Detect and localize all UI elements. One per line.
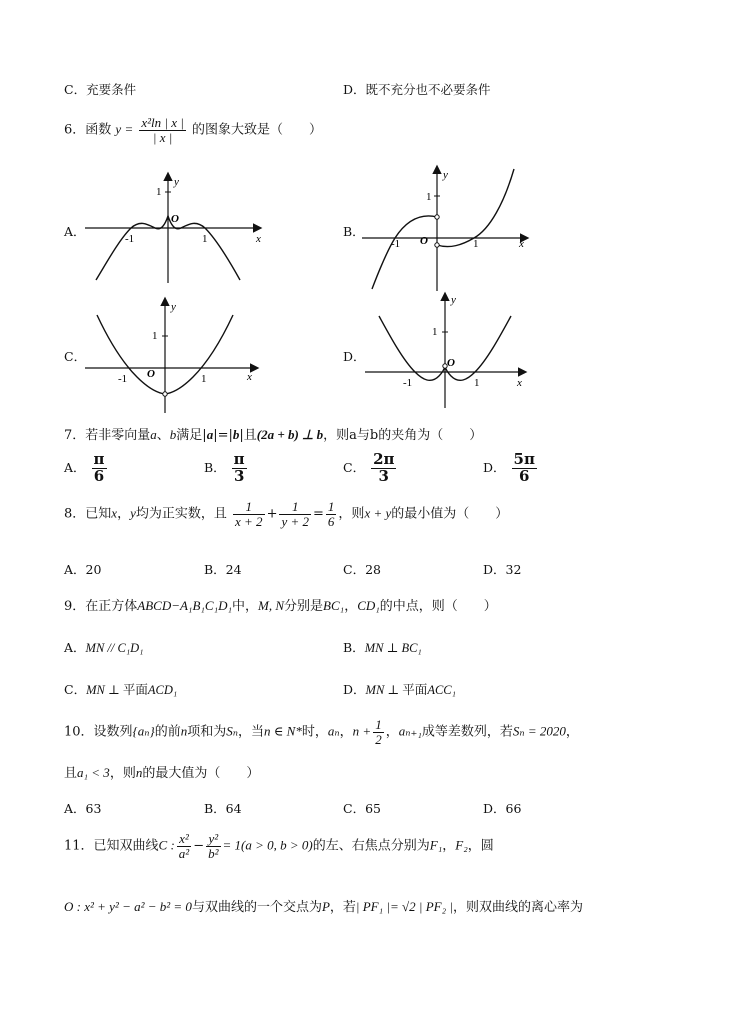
q9-option-c-label: C． [64,682,87,697]
q7-vec-b: b [169,427,177,442]
q9-option-d-pre: MN ⊥ [365,683,403,697]
q7-suffix: ，则a与b的夹角为（ ） [323,428,483,443]
q6-prefix: 6．函数 [64,122,112,138]
q11-f1: F₁ [429,837,443,853]
label-y: y [174,176,179,188]
q10-option-d: D．66 [483,801,522,816]
q11-line2-text1: 与双曲线的一个交点为 [191,900,322,915]
q7-stem [64,424,482,443]
label-origin: O [420,235,428,247]
q7-option-b-label: B． [204,459,226,475]
q9-option-b-label: B． [343,640,365,655]
q10-text4: 时， [301,724,328,740]
q9-stem [64,595,497,614]
q7-prefix: 7．若非零向量 [64,428,151,443]
q10-option-c: C．65 [343,801,381,816]
q10-sn-eq: Sₙ = 2020 [512,723,566,739]
q8-frac-3 [326,500,337,528]
q10-comma2: ， [385,724,399,740]
q6-label-c: C． [64,349,87,364]
q10-line2-suffix: 的最大值为（ ） [142,766,260,781]
q11-frac-y-num: y² [206,832,220,847]
q8-frac-3-num: 1 [327,499,335,514]
q7-option-d-frac [512,452,537,485]
q7-option-d-den: 6 [519,466,530,485]
q8-text2: 均为正实数，且 [135,506,227,522]
q7-option-c-frac [371,452,396,485]
q8-frac-1 [233,500,265,528]
q7-option-a-den: 6 [93,466,105,485]
q11-frac-y [206,832,220,860]
q11-line2-text2: ，若 [329,900,356,915]
q11-p: P [321,899,330,914]
q7-cond-b: b [232,427,240,442]
q7-option-d-num: 5π [513,450,535,468]
q5-option-c: C．充要条件 [64,82,137,97]
q9-option-c-mid: 平面 [122,682,148,697]
q10-option-b: B．64 [204,801,242,816]
q9-option-b-text: MN ⊥ BC₁ [364,641,422,655]
q6-y-eq: y = [115,121,134,137]
q9-option-b [343,638,422,656]
q10-n: n [180,723,188,739]
q8-plus: + [266,506,278,522]
q9-option-a-label: A． [64,640,86,655]
q11-frac-x-den: a² [178,845,190,861]
q10-text3: ，当 [238,724,265,740]
label-y: y [171,301,176,313]
q9-mid1: 中， [232,599,259,614]
q7-cond-close: |且 [239,428,257,443]
q7-option-c [343,452,398,485]
q7-cond-text: 满足| [176,428,207,443]
q9-option-c-post: ACD₁ [147,683,178,697]
q11-stem-line1 [64,832,494,860]
q6-graph-c [85,295,285,415]
q7-option-c-num: 2π [373,450,395,468]
label-x: x [519,238,524,250]
q8-x: x [111,505,118,521]
q8-expr: x + y [364,505,392,521]
q10-an1: aₙ₊₁ [398,723,422,739]
q11-minus: − [193,838,205,854]
q10-half [373,718,384,746]
label-y: y [443,169,448,181]
label-pos-one: 1 [202,233,208,245]
q10-option-a: A．63 [64,801,102,816]
q8-suffix: 的最小值为（ ） [391,506,509,522]
q9-option-a [64,638,144,656]
label-one: 1 [432,326,438,338]
q8-option-b: B．24 [204,562,242,577]
label-pos-one: 1 [474,377,480,389]
q9-prefix: 9．在正方体 [64,599,138,614]
label-one: 1 [156,186,162,198]
q7-option-c-den: 3 [378,466,389,485]
label-origin: O [447,357,455,369]
q11-c: C : [158,837,175,853]
q7-option-d-label: D． [483,459,506,475]
label-y: y [451,294,456,306]
label-one: 1 [152,330,158,342]
q7-cond-eq: |=| [213,428,233,443]
q8-option-a: A．20 [64,562,102,577]
q9-option-d-mid: 平面 [402,682,428,697]
label-x: x [256,233,261,245]
q8-option-c: C．28 [343,562,381,577]
q7-option-c-label: C． [343,459,366,475]
q8-eq: = [313,506,324,522]
q10-half-den: 2 [375,731,382,747]
label-neg-one: -1 [391,238,401,250]
q7-cond-a: a [206,427,214,442]
q7-option-a-frac [92,452,107,485]
q9-comma: ， [344,599,358,614]
q6-graph-d [365,290,565,410]
q6-fraction [139,116,185,144]
q11-cond: | PF₁ |= √2 | PF₂ | [355,899,453,914]
q10-text2: 项和为 [187,724,227,740]
q11-frac-y-den: b² [208,845,219,861]
q11-circle: O : x² + y² − a² − b² = 0 [64,899,192,914]
q7-option-b [204,452,249,485]
label-x: x [517,377,522,389]
q10-comma3: ， [565,724,579,740]
q9-option-d-label: D． [343,682,366,697]
label-pos-one: 1 [201,373,207,385]
q8-prefix: 8．已知 [64,506,112,522]
q8-frac-2 [279,500,311,528]
q9-suffix: 的中点，则（ ） [379,599,497,614]
q10-mid-term: n + [352,723,372,739]
label-pos-one: 1 [473,238,479,250]
q6-graph-b [362,163,562,293]
q8-frac-3-den: 6 [327,513,335,529]
q8-frac-1-den: x + 2 [235,513,263,529]
q11-frac-x [177,832,191,860]
q11-prefix: 11．已知双曲线 [64,838,159,854]
q11-comma: ， [442,838,456,854]
q6-denominator: | x | [152,129,173,145]
q9-cd1: CD₁ [357,598,380,613]
q11-text2: ，圆 [467,838,494,854]
q10-text1: 的前 [154,724,181,740]
q10-line2-pre: 且 [64,766,78,781]
q9-mn: M, N [258,598,285,613]
q9-option-c-pre: MN ⊥ [86,683,123,697]
q7-option-a [64,452,109,485]
q10-sn: Sₙ [226,723,239,739]
q9-mid2: 分别是 [284,599,324,614]
q7-option-b-den: 3 [233,466,245,485]
label-neg-one: -1 [118,373,128,385]
q10-prefix: 10．设数列 [64,724,133,740]
q10-an: aₙ [327,723,340,739]
q7-perp: (2a + b) ⊥ b [256,427,324,442]
q7-option-d [483,452,539,485]
q8-mid: ， [117,506,131,522]
q11-f2: F₂ [455,837,468,853]
q10-text5: 成等差数列，若 [421,724,513,740]
q11-eq1: = 1(a > 0, b > 0) [222,837,313,853]
q7-option-a-num: π [93,450,105,468]
label-x: x [247,371,252,383]
q6-suffix: 的图象大致是（ ） [191,122,322,138]
q9-option-c [64,680,177,698]
q6-graph-a [85,170,285,290]
label-neg-one: -1 [403,377,413,389]
q10-seq: {aₙ} [132,723,155,739]
q6-stem [64,116,322,144]
q8-suffix-pre: ，则 [338,506,365,522]
q7-option-a-label: A． [64,459,86,475]
q7-option-b-frac [232,452,247,485]
q6-label-b: B． [343,224,365,239]
q9-option-d [343,680,456,698]
q11-stem-line2 [64,896,583,915]
q11-text1: 的左、右焦点分别为 [312,838,430,854]
q9-option-a-text: MN // C₁D₁ [85,641,144,655]
q10-cond: n ∈ N* [264,723,302,739]
q6-label-d: D． [343,349,366,364]
q7-option-b-num: π [233,450,245,468]
q10-half-num: 1 [375,717,382,732]
q8-frac-1-num: 1 [233,500,265,515]
q11-frac-x-num: x² [177,832,191,847]
q10-stem-line2 [64,762,259,781]
q9-bc1: BC₁ [323,598,345,613]
q9-option-d-post: ACC₁ [427,683,456,697]
q10-stem-line1 [64,718,579,746]
q9-cube: ABCD−A₁B₁C₁D₁ [137,598,233,613]
q7-vec-a: a [150,427,157,442]
q10-n2: n [135,765,143,780]
q5-option-d: D．既不充分也不必要条件 [343,82,491,97]
q8-y: y [130,505,136,521]
q8-stem [64,500,508,528]
q10-line2-mid: ，则 [109,766,136,781]
q7-sep: 、 [156,428,170,443]
q8-frac-2-den: y + 2 [281,513,310,529]
label-origin: O [171,213,179,225]
label-one: 1 [426,191,432,203]
q10-a1: a₁ < 3 [77,765,110,780]
q11-line2-suffix: ，则双曲线的离心率为 [452,900,583,915]
label-neg-one: -1 [125,233,135,245]
q6-label-a: A． [64,224,86,239]
q8-frac-2-num: 1 [279,500,311,515]
q8-option-d: D．32 [483,562,522,577]
q6-numerator: x²ln | x | [141,115,184,130]
label-origin: O [147,368,155,380]
q10-comma: ， [339,724,353,740]
